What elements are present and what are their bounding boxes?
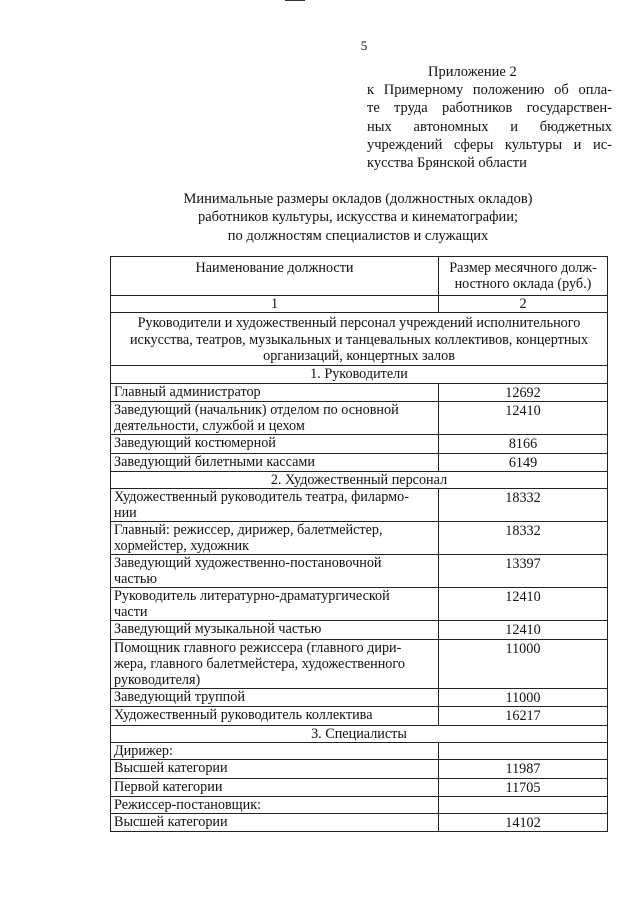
position-name-cell <box>111 688 439 706</box>
salary-cell: 11000 <box>439 639 608 688</box>
document-title <box>108 190 608 245</box>
table-row <box>111 453 608 471</box>
position-name-line: Помощник главного режиссера (главного дири- <box>114 639 402 656</box>
salary-cell <box>439 743 608 760</box>
position-name-cell <box>111 383 439 401</box>
table-row <box>111 402 608 435</box>
salary-cell: 18332 <box>439 522 608 555</box>
section-title: 1. Руководители <box>111 366 608 383</box>
salary-cell: 11000 <box>439 688 608 706</box>
salary-cell: 14102 <box>439 813 608 831</box>
position-name-line: Главный администратор <box>114 383 261 400</box>
position-name-line: Режиссер-постановщик: <box>114 796 262 813</box>
position-name-line: Заведующий (начальник) отделом по основной <box>114 402 399 419</box>
table-row <box>111 639 608 688</box>
salary-cell: 12410 <box>439 621 608 639</box>
position-name-cell <box>111 555 439 588</box>
position-name-cell <box>111 639 439 688</box>
appendix-line: ных автономных и бюджетных <box>367 118 612 135</box>
position-name-line: Высшей категории <box>114 760 228 777</box>
salary-cell <box>439 796 608 813</box>
scan-top-mark <box>285 0 305 1</box>
position-name-cell <box>111 621 439 639</box>
header-salary <box>439 257 608 296</box>
position-name-line: Дирижер: <box>114 743 173 760</box>
salary-cell: 16217 <box>439 707 608 725</box>
position-name-line: Художественный руководитель театра, филармо- <box>114 489 409 506</box>
category-row <box>111 313 608 366</box>
position-name-line: Первой категории <box>114 778 223 795</box>
salary-cell: 18332 <box>439 489 608 522</box>
section-row <box>111 725 608 742</box>
table-row <box>111 555 608 588</box>
salary-cell: 8166 <box>439 435 608 453</box>
position-name-line: Высшей категории <box>114 813 228 830</box>
appendix-title: Приложение 2 <box>428 64 517 80</box>
position-name-line: Заведующий музыкальной частью <box>114 621 322 638</box>
column-number: 1 <box>111 295 439 312</box>
column-number: 2 <box>439 295 608 312</box>
table-row <box>111 778 608 796</box>
position-name-cell <box>111 522 439 555</box>
position-name-cell <box>111 489 439 522</box>
position-name-cell <box>111 743 439 760</box>
table-row <box>111 760 608 778</box>
table-row <box>111 688 608 706</box>
salary-table <box>110 256 608 832</box>
category-cell <box>111 313 608 366</box>
position-name-cell <box>111 760 439 778</box>
category-line: организаций, концертных залов <box>263 348 455 365</box>
section-row <box>111 366 608 383</box>
salary-cell: 12410 <box>439 402 608 435</box>
table-row <box>111 621 608 639</box>
document-title-line: работников культуры, искусства и кинематографии; <box>197 209 519 226</box>
position-name-line: Заведующий костюмерной <box>114 435 276 452</box>
table-row <box>111 796 608 813</box>
appendix-line: те труда работников государствен- <box>367 100 612 117</box>
position-name-cell <box>111 588 439 621</box>
position-name-line: хормейстер, художник <box>114 538 249 555</box>
category-line: Руководители и художественный персонал учреждений исполнительного <box>137 315 581 332</box>
salary-cell: 6149 <box>439 453 608 471</box>
section-title: 2. Художественный персонал <box>111 472 608 489</box>
document-title-line: по должностям специалистов и служащих <box>227 227 489 244</box>
table-row <box>111 383 608 401</box>
header-salary-line: Размер месячного долж- <box>449 260 597 276</box>
position-name-cell <box>111 707 439 725</box>
position-name-line: нии <box>114 505 137 522</box>
header-position: Наименование должности <box>111 257 439 296</box>
appendix-line: учреждений сферы культуры и ис- <box>367 136 612 153</box>
position-name-line: части <box>114 604 148 621</box>
section-row <box>111 472 608 489</box>
table-row <box>111 588 608 621</box>
table-row <box>111 489 608 522</box>
section-title: 3. Специалисты <box>111 725 608 742</box>
table-row <box>111 743 608 760</box>
salary-cell: 13397 <box>439 555 608 588</box>
column-number-row <box>111 295 608 312</box>
position-name-line: Руководитель литературно-драматургической <box>114 588 390 605</box>
table-row <box>111 707 608 725</box>
position-name-cell <box>111 402 439 435</box>
appendix-line: к Примерному положению об опла- <box>367 82 612 99</box>
position-name-line: жера, главного балетмейстера, художественного <box>114 655 405 672</box>
position-name-line: Заведующий билетными кассами <box>114 453 315 470</box>
position-name-cell <box>111 813 439 831</box>
table-header-row <box>111 257 608 296</box>
header-salary-line: ностного оклада (руб.) <box>454 276 592 293</box>
table-row <box>111 813 608 831</box>
position-name-cell <box>111 453 439 471</box>
position-name-line: частью <box>114 571 157 588</box>
category-line: искусства, театров, музыкальных и танцевальных коллективов, концертных <box>129 331 589 348</box>
salary-cell: 12692 <box>439 383 608 401</box>
appendix-block <box>367 63 612 172</box>
appendix-line: кусства Брянской области <box>367 155 527 172</box>
position-name-line: Заведующий труппой <box>114 688 245 705</box>
position-name-line: Главный: режиссер, дирижер, балетмейстер, <box>114 522 383 539</box>
position-name-cell <box>111 796 439 813</box>
salary-cell: 11705 <box>439 778 608 796</box>
position-name-line: Заведующий художественно-постановочной <box>114 555 382 572</box>
table-row <box>111 435 608 453</box>
position-name-line: Художественный руководитель коллектива <box>114 707 373 724</box>
page-number: 5 <box>360 38 368 53</box>
document-title-line: Минимальные размеры окладов (должностных окладов) <box>183 191 533 207</box>
position-name-line: деятельности, службой и цехом <box>114 418 305 435</box>
salary-cell: 12410 <box>439 588 608 621</box>
position-name-cell <box>111 778 439 796</box>
position-name-line: руководителя) <box>114 671 201 688</box>
table-row <box>111 522 608 555</box>
position-name-cell <box>111 435 439 453</box>
salary-cell: 11987 <box>439 760 608 778</box>
